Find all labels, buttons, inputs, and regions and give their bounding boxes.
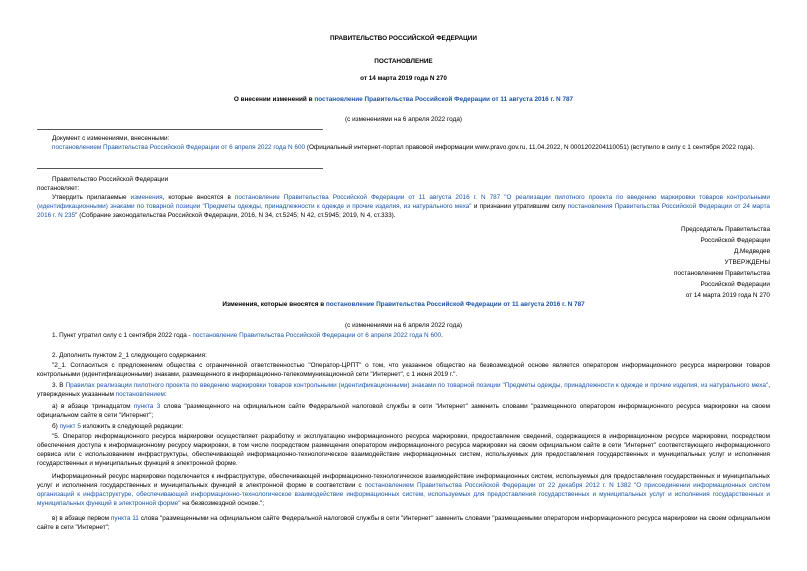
preamble-line1: Правительство Российской Федерации <box>52 176 169 183</box>
link-changes[interactable]: изменения <box>130 194 163 201</box>
changes-title-link[interactable]: постановление Правительства Российской Федерации от 11 августа 2016 г. N 787 <box>325 301 585 308</box>
signature-line: Российской Федерации <box>700 237 770 244</box>
link-decree-787[interactable]: постановление Правительства Российской Федерации от 11 августа 2016 г. N 787 "О реализации пилотного проекта по введению маркировки товаров контрольными (идентификационными) знаками по товарной позиции "Предметы одежды, принадлежности к одежде и прочие изделия, из натурального меха" <box>37 194 770 210</box>
header-org: ПРАВИТЕЛЬСТВО РОССИЙСКОЙ ФЕДЕРАЦИИ <box>330 35 477 42</box>
item-2-text: "2_1. Согласиться с предложением общества с ограниченной ответственностью "Оператор-ЦРПТ" о том, что указанное общество на безвозмездной основе является оператором информационного ресурса маркировки товаров контрольными (идентификационными) знаками, размещенного в информационно-телекоммуникационной сети "Интернет", с 1 июня 2019 г.". <box>37 362 770 378</box>
text-run: слова "размещенного на официальном сайте Федеральной налоговой службы в сети "Интернет" заменить словами "размещенного оператором информационного ресурса маркировки на своем официальном сайте в сети "Интернет"; <box>37 403 770 419</box>
text-run: . <box>441 332 443 339</box>
text-run: 3. В <box>52 382 66 389</box>
item-1 <box>37 331 770 340</box>
divider <box>37 168 323 169</box>
changes-note-link[interactable]: постановлением Правительства Российской Федерации от 6 апреля 2022 года N 600 <box>52 144 306 151</box>
item-b <box>37 422 770 431</box>
preamble-line2: постановляет: <box>37 185 80 192</box>
text-run: а) в абзаце тринадцатом <box>52 403 134 410</box>
text-run: б) <box>52 423 60 430</box>
changes-heading: Документ с изменениями, внесенными: <box>52 135 170 142</box>
text-run: , которые вносятся в <box>162 194 235 201</box>
text-run: и признании утратившим силу <box>471 203 568 210</box>
text-run: 1. Пункт утратил силу с 1 сентября 2022 года - <box>52 332 193 339</box>
title-prefix: О внесении изменений в <box>233 96 315 103</box>
revision-note: (с изменениями на 6 апреля 2022 года) <box>345 116 462 123</box>
text-run: в) в абзаце первом <box>52 515 111 522</box>
text-run: на безвозмездной основе."; <box>180 500 265 507</box>
text-run: : <box>164 391 167 398</box>
item-v-link[interactable]: пункта 11 <box>110 515 139 522</box>
text-run: , утвержденных указанным <box>37 382 770 398</box>
item-b-text2 <box>37 472 770 508</box>
changes-note <box>37 143 770 152</box>
approved-line: постановлением Правительства <box>674 270 770 277</box>
text-run: Информационный ресурс маркировки подключается к инфраструктуре, обеспечивающей информационно-технологическое взаимодействие информационных систем, используемых для предоставления государственных и муниципальных услуг и исполнения государственных и муниципальных функций в электронной форме в соответствии с <box>37 473 770 489</box>
item-3 <box>37 381 770 399</box>
item-2: 2. Дополнить пунктом 2_1 следующего содержания: <box>52 352 207 359</box>
text-run: изложить в следующей редакции: <box>80 423 184 430</box>
item-b-decree-1382-link[interactable]: постановлением Правительства Российской Федерации от 22 декабря 2012 г. N 1382 "О присоединении информационных систем организаций к инфраструктуре, обеспечивающей информационно-технологическое взаимодействие информационных систем, используемых для предоставления государственных и муниципальных услуг и исполнения государственных и муниципальных функций в электронной форме" <box>37 482 770 507</box>
preamble-paragraph <box>37 193 770 220</box>
text-run: слова "размещенными на официальном сайте Федеральной налоговой службы в сети "Интернет" заменить словами "размещаемыми оператором информационного ресурса маркировки на своем официальном сайте в сети "Интернет"; <box>37 515 771 531</box>
approved-line: от 14 марта 2019 года N 270 <box>685 292 770 299</box>
item-a-link[interactable]: пункта 3 <box>133 403 161 410</box>
item-a <box>37 402 770 420</box>
text-run: " (Собрание законодательства Российской Федерации, 2016, N 34, ст.5245; N 42, ст.5945; 2019, N 4, ст.333). <box>75 212 396 219</box>
text-run: Утвердить прилагаемые <box>52 194 131 201</box>
title-link[interactable]: постановление Правительства Российской Федерации от 11 августа 2016 г. N 787 <box>314 96 574 103</box>
divider <box>37 129 323 130</box>
signature-line: Председатель Правительства <box>681 226 770 233</box>
item-1-link[interactable]: постановление Правительства Российской Федерации от 6 апреля 2022 года N 600 <box>192 332 442 339</box>
header-date-number: от 14 марта 2019 года N 270 <box>360 75 447 82</box>
document-title <box>37 95 770 104</box>
item-b-link[interactable]: пункт 5 <box>59 423 81 430</box>
signature-name: Д.Медведев <box>733 248 770 255</box>
approved-line: УТВЕРЖДЕНЫ <box>724 259 770 266</box>
text-run: Изменения, которые вносятся в <box>222 301 326 308</box>
item-3-rules-link[interactable]: Правилах реализации пилотного проекта по введению маркировки товаров контрольными (идентификационными) знаками по товарной позиции "Предметы одежды, принадлежности к одежде и прочие изделия, из натурального меха" <box>65 382 769 389</box>
changes-title <box>37 300 770 309</box>
link-decree-235[interactable]: постановления Правительства Российской Федерации от 24 марта 2016 г. N 235 <box>37 203 770 219</box>
changes-note-rest: (Официальный интернет-портал правовой информации www.pravo.gov.ru, 11.04.2022, N 0001202204110051) (вступило в силу с 1 сентября 2022 года). <box>305 144 755 151</box>
item-3-decree-link[interactable]: постановлением <box>115 391 165 398</box>
approved-line: Российской Федерации <box>700 281 770 288</box>
item-b-text: "5. Оператор информационного ресурса маркировки осуществляет разработку и эксплуатацию информационного ресурса маркировки, предоставление сведений, содержащихся в информационном ресурсе маркировки, посредством обеспечения доступа к информационному ресурсу маркировки, в том числе посредством размещения оператором информационного ресурса маркировки на своем официальном сайте в сети "Интернет" соответствующего информационного сервиса или с использованием инфраструктуры, обеспечивающей информационно-технологическое взаимодействие информационных систем, используемых для предоставления государственных и муниципальных услуг и исполнения государственных и муниципальных функций в электронной форме. <box>37 433 770 467</box>
item-v <box>37 514 770 532</box>
header-doc-type: ПОСТАНОВЛЕНИЕ <box>374 58 433 65</box>
changes-revision: (с изменениями на 6 апреля 2022 года) <box>345 322 462 329</box>
